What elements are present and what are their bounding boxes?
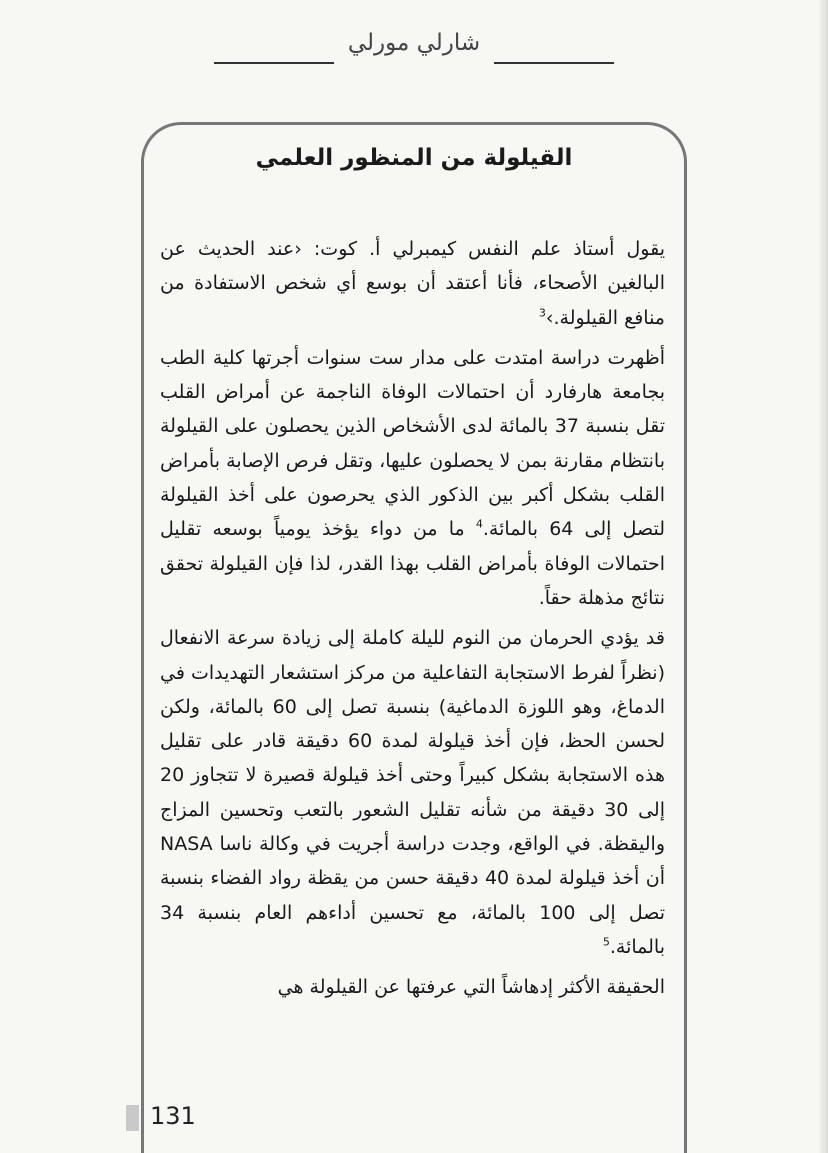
footnote-ref: 3 <box>538 306 546 320</box>
paragraph-text-cont: ما من دواء يؤخذ يومياً بوسعه تقليل احتمالات الوفاة بأمراض القلب بهذا القدر، لذا فإن القيلولة تحقق نتائج مذهلة حقاً. <box>160 518 665 609</box>
paragraph-2 <box>160 341 665 615</box>
footnote-ref: 5 <box>602 935 610 949</box>
body-text <box>160 232 665 1011</box>
header-rule-right <box>494 62 614 64</box>
page-number-marker <box>126 1105 139 1131</box>
paragraph-3 <box>160 621 665 964</box>
paragraph-1 <box>160 232 665 335</box>
footnote-ref: 4 <box>475 518 483 532</box>
box-title: القيلولة من المنظور العلمي <box>255 145 573 171</box>
page-edge-shadow <box>818 0 828 1153</box>
paragraph-text: قد يؤدي الحرمان من النوم لليلة كاملة إلى زيادة سرعة الانفعال (نظراً لفرط الاستجابة التفاعلية من مركز استشعار التهديدات في الدماغ، وهو اللوزة الدماغية) بنسبة تصل إلى 60 بالمائة، ولكن لحسن الحظ، فإن أخذ قيلولة لمدة 60 دقيقة قادر على تقليل هذه الاستجابة بشكل كبيراً وحتى أخذ قيلولة قصيرة لا تتجاوز 20 إلى 30 دقيقة من شأنه تقليل الشعور بالتعب وتحسين المزاج واليقظة. في الواقع، وجدت دراسة أجريت في وكالة ناسا NASA أن أخذ قيلولة لمدة 40 دقيقة حسن من يقظة رواد الفضاء بنسبة تصل إلى 100 بالمائة، مع تحسين أداءهم العام بنسبة 34 بالمائة. <box>160 627 665 958</box>
paragraph-text: الحقيقة الأكثر إدهاشاً التي عرفتها عن القيلولة هي <box>277 976 665 999</box>
page-number: 131 <box>150 1102 196 1130</box>
paragraph-text: يقول أستاذ علم النفس كيمبرلي أ. كوت: ‹عند الحديث عن البالغين الأصحاء، فأنا أعتقد أن بوسع أي شخص الاستفادة من منافع القيلولة.› <box>160 238 665 329</box>
paragraph-text: أظهرت دراسة امتدت على مدار ست سنوات أجرتها كلية الطب بجامعة هارفارد أن احتمالات الوفاة الناجمة عن أمراض القلب تقل بنسبة 37 بالمائة لدى الأشخاص الذين يحصلون على القيلولة بانتظام مقارنة بمن لا يحصلون عليها، وتقل فرص الإصابة بأمراض القلب بشكل أكبر بين الذكور الذي يحرصون على أخذ القيلولة لتصل إلى 64 بالمائة. <box>160 346 666 541</box>
header-rule-left <box>214 62 334 64</box>
running-header-author: شارلي مورلي <box>347 30 481 56</box>
paragraph-4 <box>160 970 665 1004</box>
